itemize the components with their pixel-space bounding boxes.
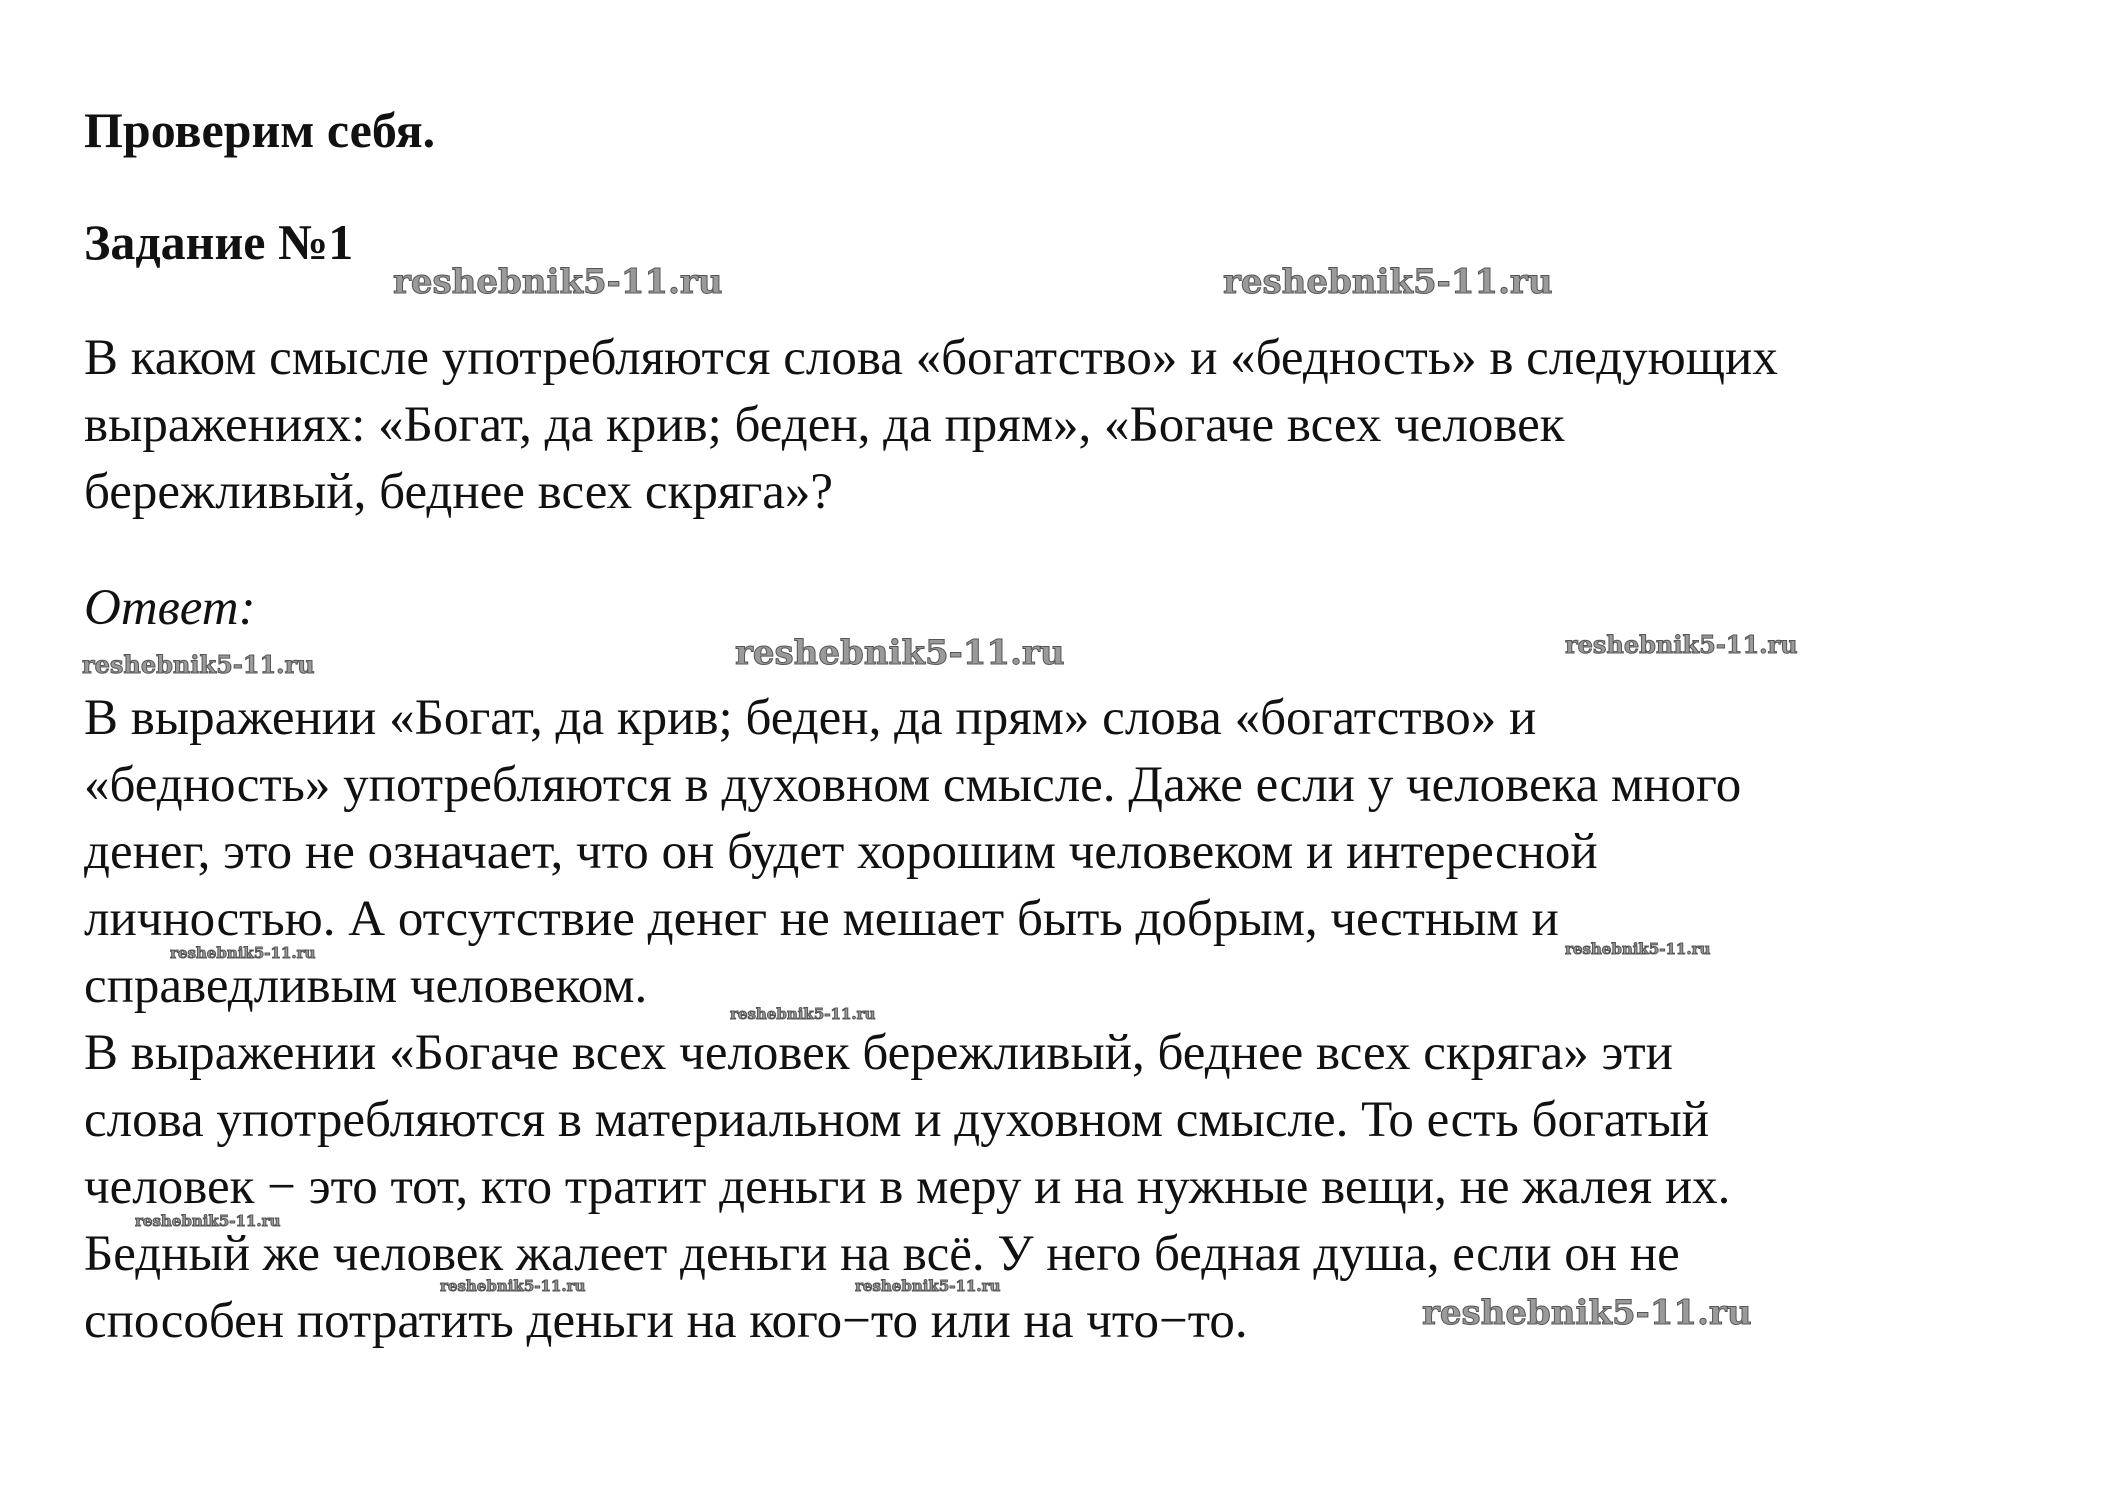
question-text xyxy=(84,325,2074,526)
answer-line: способен потратить деньги на кого−то или на что−то. xyxy=(84,1293,1248,1349)
watermark: reshebnik5-11.ru xyxy=(440,1277,586,1295)
answer-line: слова употребляются в материальном и духовном смысле. То есть богатый xyxy=(84,1092,1710,1148)
page-title: Проверим себя. xyxy=(84,102,436,158)
question-line: выражениях: «Богат, да крив; беден, да прям», «Богаче всех человек xyxy=(84,397,1565,453)
watermark: reshebnik5-11.ru xyxy=(735,633,1065,673)
question-line: бережливый, беднее всех скряга»? xyxy=(84,464,833,520)
answer-line: В выражении «Богаче всех человек бережливый, беднее всех скряга» эти xyxy=(84,1025,1673,1081)
watermark: reshebnik5-11.ru xyxy=(82,650,315,679)
watermark: reshebnik5-11.ru xyxy=(1422,1293,1752,1333)
answer-text xyxy=(84,685,2074,1355)
watermark: reshebnik5-11.ru xyxy=(730,1005,876,1023)
task-heading: Задание №1 xyxy=(84,214,354,270)
watermark: reshebnik5-11.ru xyxy=(135,1212,281,1230)
answer-line: В выражении «Богат, да крив; беден, да прям» слова «богатство» и xyxy=(84,690,1537,746)
answer-line: личностью. А отсутствие денег не мешает быть добрым, честным и xyxy=(84,891,1559,947)
answer-line: «бедность» употребляются в духовном смысле. Даже если у человека много xyxy=(84,757,1742,813)
answer-line: Бедный же человек жалеет деньги на всё. У него бедная душа, если он не xyxy=(84,1226,1680,1282)
answer-line: денег, это не означает, что он будет хорошим человеком и интересной xyxy=(84,824,1598,880)
answer-line: справедливым человеком. xyxy=(84,958,648,1014)
watermark: reshebnik5-11.ru xyxy=(393,262,723,302)
question-line: В каком смысле употребляются слова «богатство» и «бедность» в следующих xyxy=(84,330,1778,386)
watermark: reshebnik5-11.ru xyxy=(1565,940,1711,958)
watermark: reshebnik5-11.ru xyxy=(170,944,316,962)
answer-label: Ответ: xyxy=(84,580,256,636)
watermark: reshebnik5-11.ru xyxy=(1565,630,1798,659)
watermark: reshebnik5-11.ru xyxy=(1223,262,1553,302)
watermark: reshebnik5-11.ru xyxy=(855,1277,1001,1295)
answer-line: человек − это тот, кто тратит деньги в меру и на нужные вещи, не жалея их. xyxy=(84,1159,1731,1215)
